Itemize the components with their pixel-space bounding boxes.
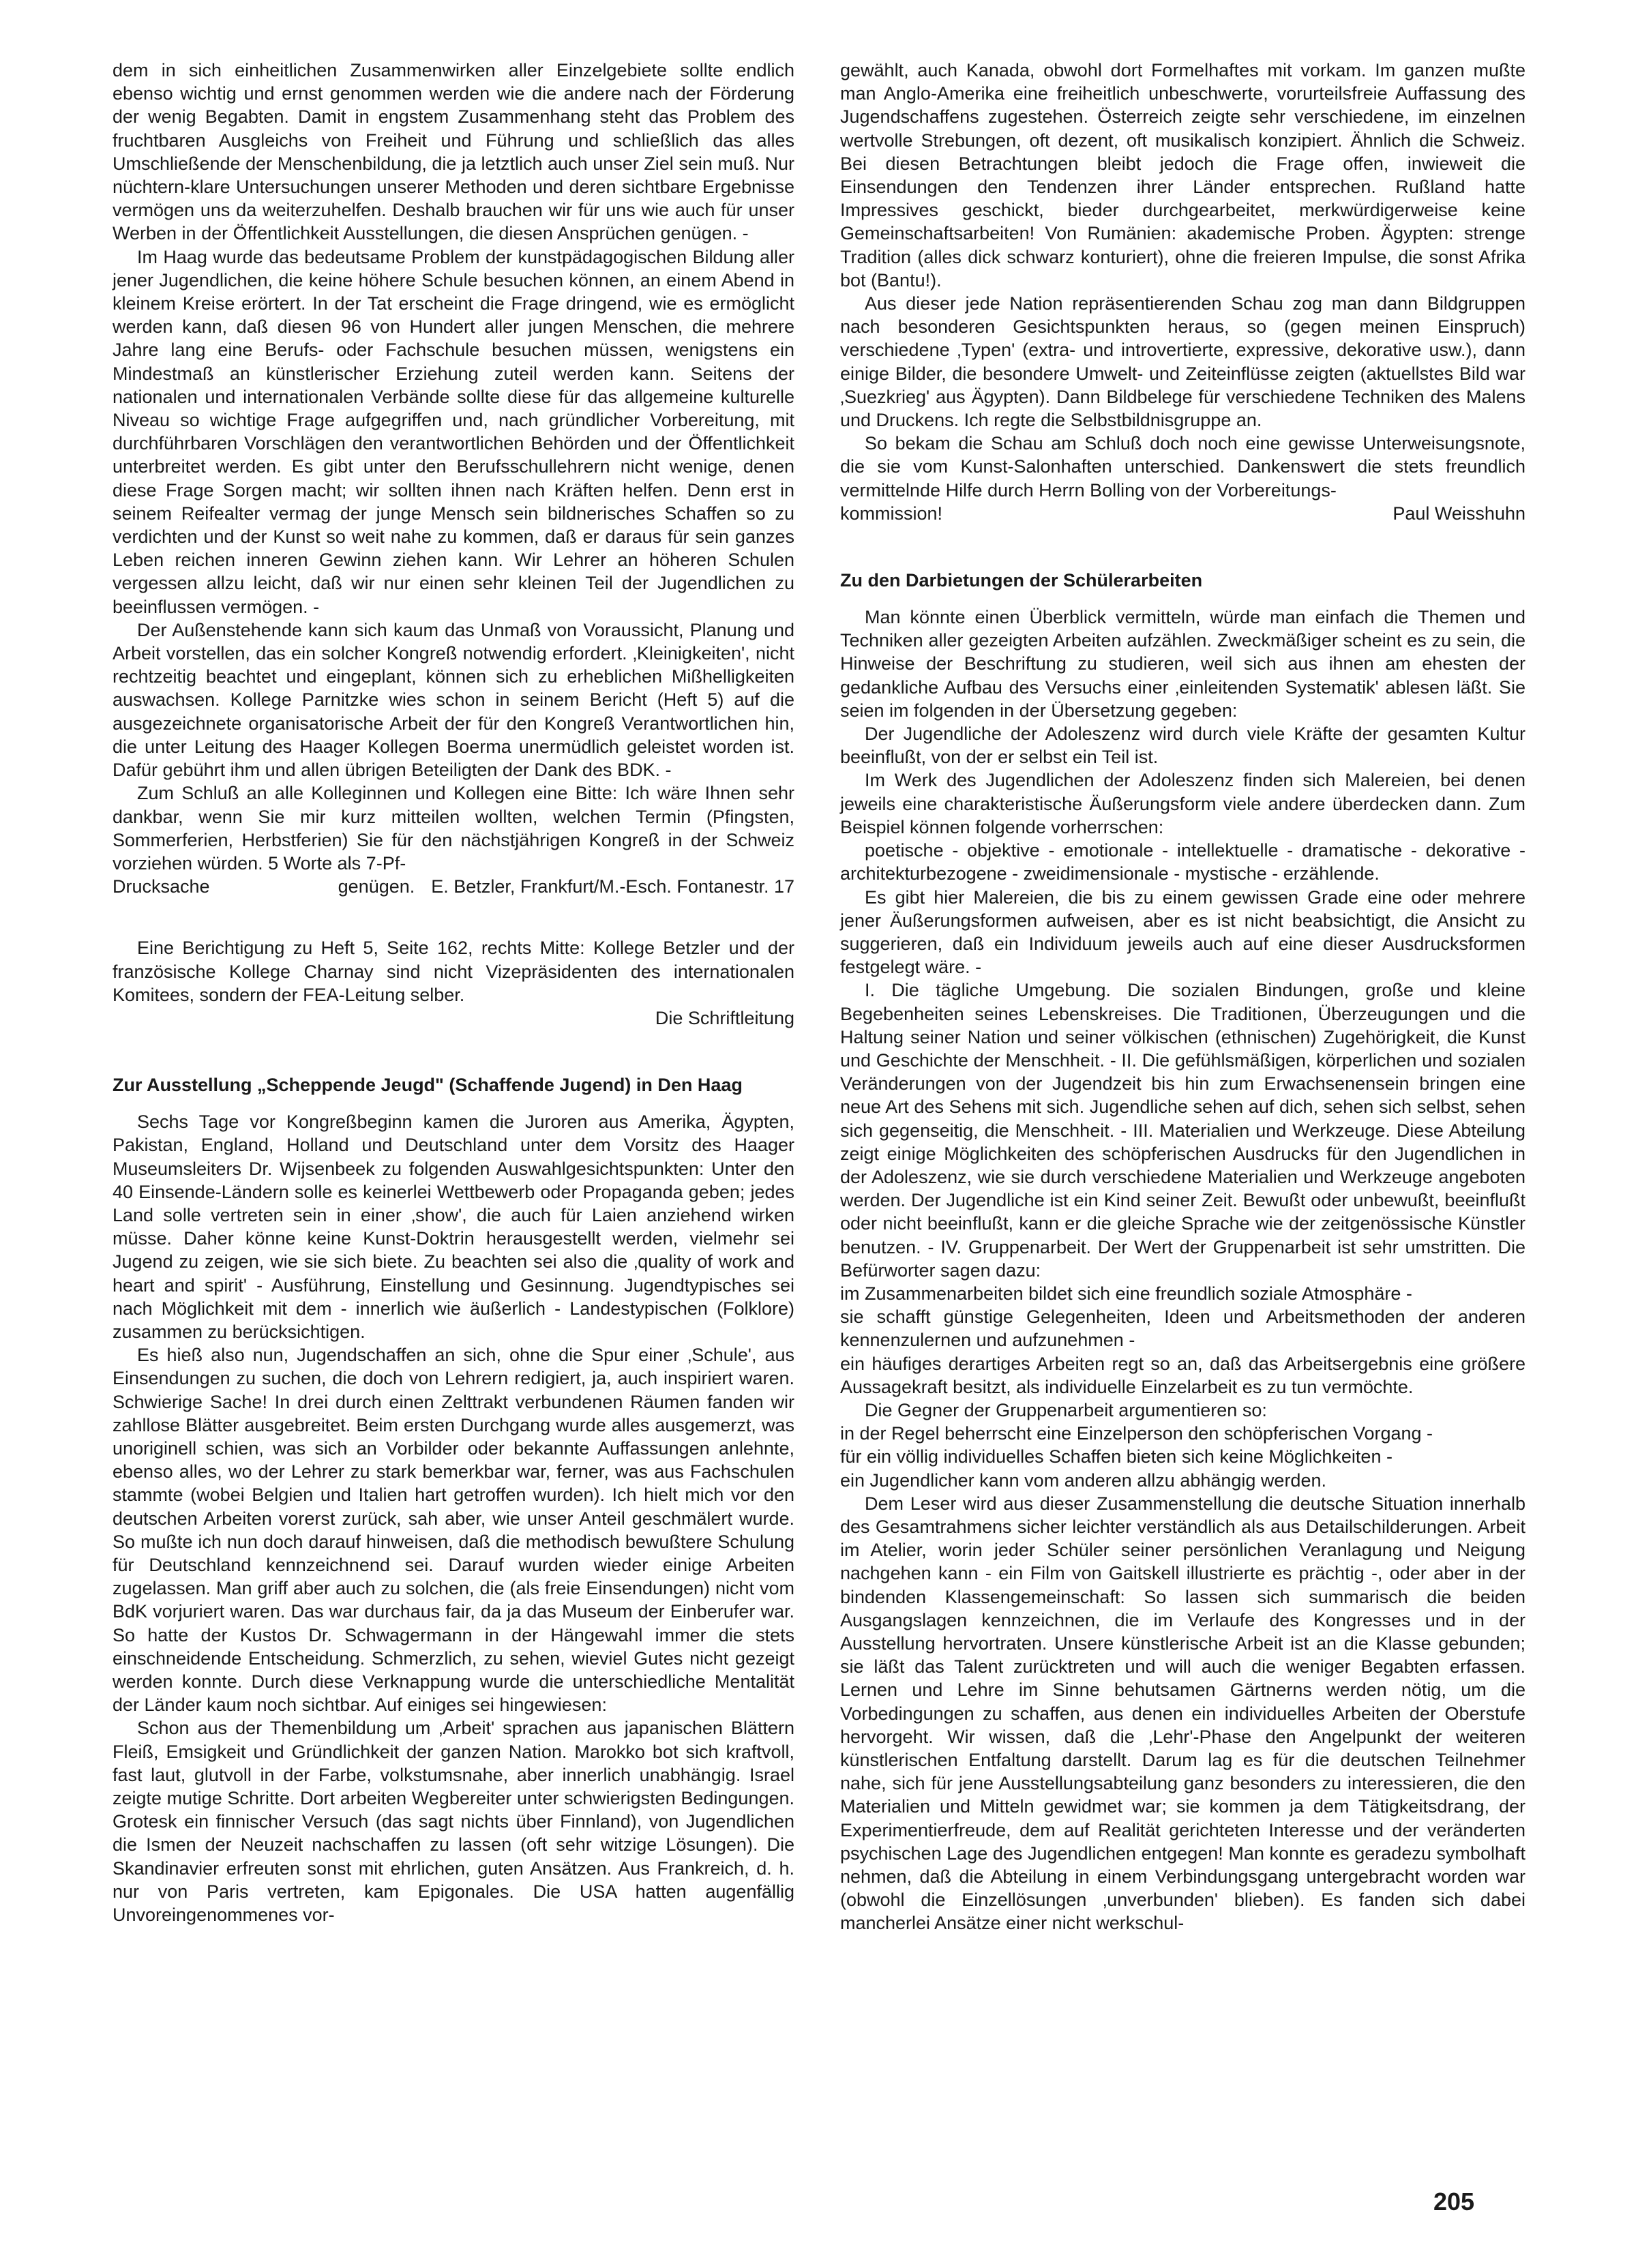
paragraph-end: kommission! <box>840 503 943 524</box>
paragraph: Aus dieser jede Nation repräsentierenden Schau zog man dann Bildgruppen nach besonderen Gesichtspunkten heraus, so (gegen meinen Einspruch) verschiedene ‚Typen' (extra- und introvertierte, expressive, dekorative usw.), dann einige Bilder, die besondere Umwelt- und Zeiteinflüsse zeigten (aktuellstes Bild war ‚Suezkrieg' aus Ägypten). Dann Bildbelege für verschiedene Techniken des Malens und Druckens. Ich regte die Selbstbildnisgruppe an. <box>840 293 1525 431</box>
list-item: in der Regel beherrscht eine Einzelperson den schöpferischen Vorgang - <box>840 1423 1433 1444</box>
left-column <box>113 59 794 1926</box>
signature-line <box>840 502 1525 525</box>
author-signature: E. Betzler, Frankfurt/M.-Esch. Fontanestr. 17 <box>431 876 794 897</box>
section-heading: Zu den Darbietungen der Schülerarbeiten <box>840 570 1203 591</box>
list-item: ein häufiges derartiges Arbeiten regt so an, daß das Arbeitsergebnis eine größere Aussagekraft besitzt, als individuelle Einzelarbeit es zu tun vermöchte. <box>840 1353 1525 1397</box>
right-column <box>840 59 1525 1935</box>
paragraph: Es gibt hier Malereien, die bis zu einem gewissen Grade eine oder mehrere jener Äußerungsformen aufweisen, aber es ist nicht beabsichtigt, die Ansicht zu suggerieren, daß ein Individuum jeweils auch auf eine dieser Ausdrucksformen festgelegt wäre. - <box>840 886 1525 978</box>
author-signature: Paul Weisshuhn <box>1393 503 1525 524</box>
paragraph: gewählt, auch Kanada, obwohl dort Formelhaftes mit vorkam. Im ganzen mußte man Anglo-Amerika eine freiheitlich unbeschwerte, vorurteilsfreie Auffassung des Jugendschaffens zugestehen. Österreich zeigte sehr verschiedene, im einzelnen wertvolle Strebungen, oft dezent, oft musikalisch konzipiert. Ähnlich die Schweiz. Bei diesen Betrachtungen bleibt jedoch die Frage offen, inwieweit die Einsendungen den Tendenzen ihrer Länder entsprechen. Rußland hatte Impressives geschickt, bieder durchgearbeitet, merkwürdigerweise keine Gemeinschaftsarbeiten! Von Rumänien: akademische Proben. Ägypten: strenge Tradition (alles dick schwarz konturiert), ohne die freieren Impulse, die sonst Afrika bot (Bantu!). <box>840 60 1525 290</box>
paragraph: Dem Leser wird aus dieser Zusammenstellung die deutsche Situation innerhalb des Gesamtrahmens sicher leichter verständlich als aus Detailschilderungen. Arbeit im Atelier, worin jeder Schüler seiner persönlichen Veranlagung und Neigung nachgehen kann - ein Film von Gaitskell illustrierte es prächtig -, oder aber in der bindenden Klassengemeinschaft: So lassen sich summarisch die beiden Ausgangslagen kennzeichnen, die im Verlaufe des Kongresses und in der Ausstellung hervortraten. Unsere künstlerische Arbeit ist an die Klasse gebunden; sie läßt das Talent zurücktreten und will auch die weniger Begabten erfassen. Lernen und Lehre im Sinne behutsamen Gärtnerns werden nötig, um die Vorbedingungen zu schaffen, aus denen ein individuelles Arbeiten der Oberstufe hervorgeht. Wir wissen, daß die ‚Lehr'-Phase den Angelpunkt der weiteren künstlerischen Entfaltung darstellt. Darum lag es für die deutschen Teilnehmer nahe, sich für jene Ausstellungsabteilung ganz besonders zu interessieren, die den Materialien und Mitteln gewidmet war; sie kommen ja dem Tätigkeitsdrang, der Experimentierfreude, dem auf Realität gerichteten Interesse und der veränderten psychischen Lage des Jugendlichen entgegen! Man konnte es geradezu symbolhaft nehmen, daß die Abteilung in einem Verbindungsgang untergebracht worden war (obwohl die Einzellösungen ‚unverbunden' blieben). Es fanden sich dabei mancherlei Ansätze einer nicht werkschul- <box>840 1493 1525 1934</box>
paragraph-end: Drucksache genügen. <box>113 876 415 897</box>
paragraph: So bekam die Schau am Schluß doch noch eine gewisse Unterweisungsnote, die sie vom Kunst-Salonhaften unterschied. Dankenswert die stets freundlich vermittelnde Hilfe durch Herrn Bolling von der Vorbereitungs- <box>840 433 1525 501</box>
paragraph: Der Außenstehende kann sich kaum das Unmaß von Voraussicht, Planung und Arbeit vorstellen, das ein solcher Kongreß notwendig erfordert. ‚Kleinigkeiten', nicht rechtzeitig beachtet und eingeplant, können sich zu erheblichen Mißhelligkeiten auswachsen. Kollege Parnitzke wies schon in seinem Bericht (Heft 5) auf die ausgezeichnete organisatorische Arbeit der für den Kongreß Verantwortlichen hin, die unter Leitung des Haager Kollegen Boerma unermüdlich geleistet worden ist. Dafür gebührt ihm und allen übrigen Beteiligten der Dank des BDK. - <box>113 619 794 781</box>
editor-signature: Die Schriftleitung <box>655 1007 794 1028</box>
paragraph: Im Werk des Jugendlichen der Adoleszenz finden sich Malereien, bei denen jeweils eine charakteristische Äußerungsform viele andere überdecken dann. Zum Beispiel können folgende vorherrschen: <box>840 770 1525 837</box>
paragraph: Es hieß also nun, Jugendschaffen an sich, ohne die Spur einer ‚Schule', aus Einsendungen zu suchen, die doch von Lehrern redigiert, ja, auch inspiriert waren. Schwierige Sache! In drei durch einen Zelttrakt verbundenen Räumen fanden wir zahllose Blätter ausgebreitet. Beim ersten Durchgang wurde alles ausgemerzt, was unoriginell schien, was sich an Vorbilder oder bekannte Auffassungen anlehnte, ebenso alles, wo der Lehrer zu stark bemerkbar war, ferner, was aus Fachschulen stammte (wobei Belgien und Italien hart getroffen wurden). Ich hielt mich vor den deutschen Arbeiten vorerst zurück, sah aber, wie unser Anteil geschmälert wurde. So mußte ich nun doch darauf hinweisen, daß die methodisch bewußtere Schulung für Deutschland kennzeichnend sei. Darauf wurden wieder einige Arbeiten zugelassen. Man griff aber auch zu solchen, die (als freie Einsendungen) nicht vom BdK vorjuriert waren. Das war durchaus fair, da ja das Museum der Einberufer war. So hatte der Kustos Dr. Schwagermann in der Hängewahl immer die stets einschneidende Entscheidung. Schmerzlich, zu sehen, wieviel Gutes nicht gezeigt werden konnte. Durch diese Verknappung wurde die unterschiedliche Mentalität der Länder kaum noch sichtbar. Auf einiges sei hingewiesen: <box>113 1345 794 1716</box>
paragraph: dem in sich einheitlichen Zusammenwirken aller Einzelgebiete sollte endlich ebenso wichtig und ernst genommen werden wie die andere nach der Förderung der wenig Begabten. Damit in engstem Zusammenhang steht das Problem des fruchtbaren Ausgleichs von Freiheit und Führung und schließlich das alles Umschließende der Menschenbildung, die ja letztlich auch unser Ziel sein muß. Nur nüchtern-klare Untersuchungen unserer Methoden und deren sichtbare Ergebnisse vermögen uns da weiterzuhelfen. Deshalb brauchen wir für uns wie auch für unser Werben in der Öffentlichkeit Ausstellungen, die diesen Ansprüchen genügen. - <box>113 60 794 244</box>
list-item: ein Jugendlicher kann vom anderen allzu abhängig werden. <box>840 1469 1326 1491</box>
paragraph: Man könnte einen Überblick vermitteln, würde man einfach die Themen und Techniken aller gezeigten Arbeiten aufzählen. Zweckmäßiger scheint es zu sein, die Hinweise der Beschriftung zu studieren, weil sich aus ihnen am ehesten der gedankliche Aufbau des Versuchs einer ‚einleitenden Systematik' ablesen läßt. Sie seien im folgenden in der Übersetzung gegeben: <box>840 607 1525 721</box>
correction-note: Eine Berichtigung zu Heft 5, Seite 162, rechts Mitte: Kollege Betzler und der französische Kollege Charnay sind nicht Vizepräsidenten des internationalen Komitees, sondern der FEA-Leitung selber. <box>113 938 794 1005</box>
paragraph: I. Die tägliche Umgebung. Die sozialen Bindungen, große und kleine Begebenheiten seines Lebenskreises. Die Traditionen, Überzeugungen und die Haltung seiner Nation und seiner völkischen (ethnischen) Zugehörigkeit, die Kunst und Geschichte der Menschheit. - II. Die gefühlsmäßigen, körperlichen und sozialen Veränderungen von der Jugendzeit bis hin zum Erwachsenensein bringen eine neue Art des Sehens mit sich. Jugendliche sehen auf dich, sehen sich selbst, sehen sich gegenseitig, die Menschheit. - III. Materialien und Werkzeuge. Diese Abteilung zeigt einige Möglichkeiten des schöpferischen Ausdrucks für den Jugendlichen in der Adoleszenz, wie sie durch verschiedene Materialien und Werkzeuge angeboten werden. Der Jugendliche ist ein Kind seiner Zeit. Bewußt oder unbewußt, beeinflußt oder nicht beeinflußt, kann er die gleiche Sprache wie der zeitgenössische Künstler benutzen. - IV. Gruppenarbeit. Der Wert der Gruppenarbeit ist sehr umstritten. Die Befürworter sagen dazu: <box>840 980 1525 1281</box>
paragraph: Schon aus der Themenbildung um ‚Arbeit' sprachen aus japanischen Blättern Fleiß, Emsigkeit und Gründlichkeit der ganzen Nation. Marokko bot sich kraftvoll, fast laut, glutvoll in der Farbe, volkstumsnahe, aber innerlich unabhängig. Israel zeigte mutige Schritte. Dort arbeiten Wegbereiter unter schwierigsten Bedingungen. Grotesk ein finnischer Versuch (das sagt nichts über Finnland), von Jugendlichen die Ismen der Neuzeit nachschaffen zu lassen (oft sehr witzige Lösungen). Die Skandinavier erfreuten sonst mit ehrlichen, guten Ansätzen. Aus Frankreich, d. h. nur von Paris vertreten, kam Epigonales. Die USA hatten augenfällig Unvoreingenommenes vor- <box>113 1718 794 1926</box>
contra-list <box>840 1422 1525 1492</box>
list-item: sie schafft günstige Gelegenheiten, Ideen und Arbeitsmethoden der anderen kennenzulernen und aufzunehmen - <box>840 1307 1525 1351</box>
list-item: im Zusammenarbeiten bildet sich eine freundlich soziale Atmosphäre - <box>840 1283 1412 1304</box>
paragraph: Im Haag wurde das bedeutsame Problem der kunstpädagogischen Bildung aller jener Jugendlichen, die keine höhere Schule besuchen können, an einem Abend in kleinem Kreise erörtert. In der Tat erscheint die Frage dringend, wie es ermöglicht werden kann, daß diesen 96 von Hundert aller jungen Menschen, die mehrere Jahre lang eine Berufs- oder Fachschule besuchen müssen, wenigstens ein Mindestmaß an künstlerischer Erziehung zuteil werden kann. Seitens der nationalen und internationalen Verbände sollte diese für das allgemeine kulturelle Niveau so wichtige Frage aufgegriffen und, nach gründlicher Vorbereitung, mit durchführbaren Vorschlägen den verantwortlichen Behörden und der Öffentlichkeit unterbreitet werden. Es gibt unter den Berufsschullehrern nicht wenige, denen diese Frage Sorgen macht; wir sollten ihnen nach Kräften helfen. Denn erst in seinem Reifealter vermag der junge Mensch sein bildnerisches Schaffen so zu verdichten und der Kunst so weit nahe zu kommen, daß er daraus für sein ganzes Leben reichen inneren Gewinn ziehen kann. Wir Lehrer an höheren Schulen vergessen allzu leicht, daß wir nur einen sehr kleinen Teil der Jugendlichen zu beeinflussen vermögen. - <box>113 246 794 617</box>
paragraph: Sechs Tage vor Kongreßbeginn kamen die Juroren aus Amerika, Ägypten, Pakistan, England, Holland und Deutschland unter dem Vorsitz des Haager Museumsleiters Dr. Wijsenbeek zu folgenden Auswahlgesichtspunkten: Unter den 40 Einsende-Ländern solle es keinerlei Wettbewerb oder Propaganda geben; jedes Land solle vertreten sein in einer ‚show', die auch für Laien anziehend wirken müsse. Daher könne keine Kunst-Doktrin herausgestellt werden, vielmehr sei Jugend zu zeigen, wie sie sich biete. Zu beachten sei also die ‚quality of work and heart and spirit' - Ausführung, Einstellung und Gesinnung. Jugendtypisches sei nach Möglichkeit mit dem - innerlich wie äußerlich - Landestypischen (Folklore) zusammen zu berücksichtigen. <box>113 1111 794 1342</box>
paragraph: Zum Schluß an alle Kolleginnen und Kollegen eine Bitte: Ich wäre Ihnen sehr dankbar, wenn Sie mir kurz mitteilen wollten, welchen Termin (Pfingsten, Sommerferien, Herbstferien) Sie für den nächstjährigen Kongreß in der Schweiz vorziehen würden. 5 Worte als 7-Pf- <box>113 783 794 874</box>
pro-list <box>840 1282 1525 1399</box>
list-item: für ein völlig individuelles Schaffen bieten sich keine Möglichkeiten - <box>840 1446 1393 1467</box>
paragraph: Der Jugendliche der Adoleszenz wird durch viele Kräfte der gesamten Kultur beeinflußt, von der er selbst ein Teil ist. <box>840 723 1525 768</box>
signature-line <box>113 875 794 898</box>
page-number: 205 <box>1433 2188 1475 2215</box>
section-heading: Zur Ausstellung „Scheppende Jeugd" (Schaffende Jugend) in Den Haag <box>113 1075 743 1096</box>
paragraph: poetische - objektive - emotionale - intellektuelle - dramatische - dekorative - architekturbezogene - zweidimensionale - mystische - erzählende. <box>840 840 1525 884</box>
paragraph: Die Gegner der Gruppenarbeit argumentieren so: <box>865 1399 1267 1420</box>
